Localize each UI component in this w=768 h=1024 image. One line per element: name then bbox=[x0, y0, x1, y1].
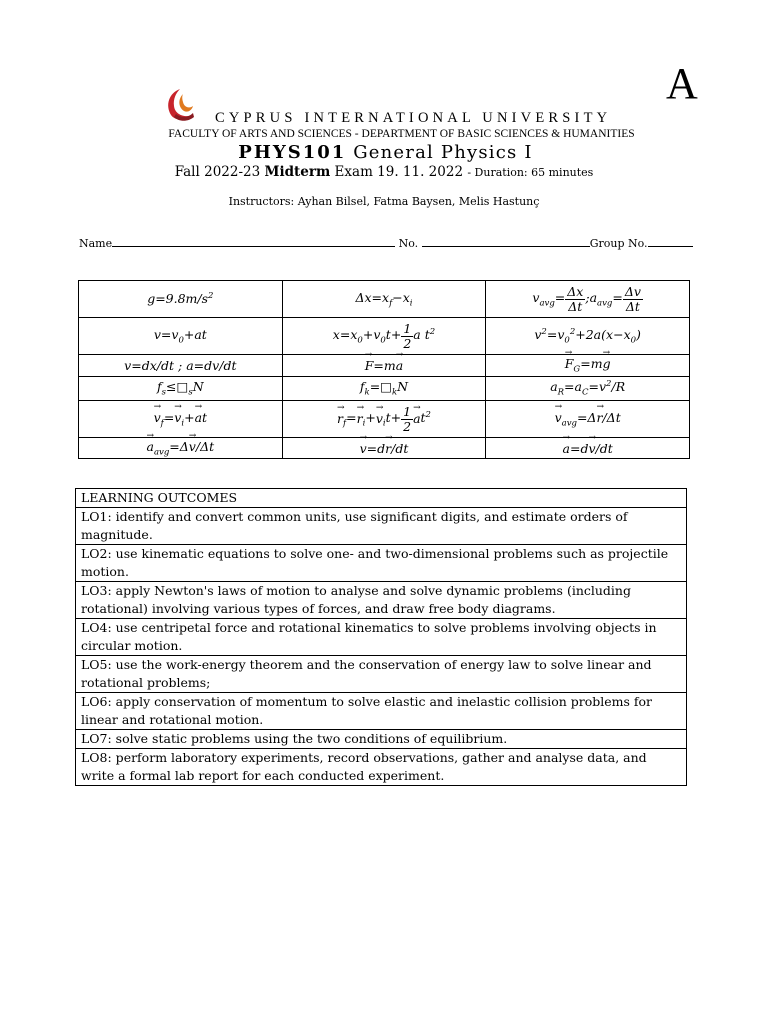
learning-outcome-item: LO3: apply Newton's laws of motion to analyse and solve dynamic problems (including rotational) involving various types of forces, and draw free body diagrams. bbox=[76, 582, 687, 619]
formula-newton-second-law: → F=m→ a bbox=[282, 355, 486, 377]
formula-velocity-time: $v=v_0+at$ bbox=[79, 318, 283, 355]
name-field[interactable] bbox=[112, 238, 395, 247]
course-name: General Physics I bbox=[353, 142, 533, 163]
learning-outcome-item: LO6: apply conservation of momentum to solve elastic and inelastic collision problems for linear and rotational motion. bbox=[76, 693, 687, 730]
formula-kinetic-friction: $f_k=□_kN$ bbox=[282, 377, 486, 401]
exam-duration: - Duration: 65 minutes bbox=[467, 166, 594, 179]
formula-vector-average-acceleration: → $a_{avg}=\Delta\to v/\Delta t$ bbox=[79, 438, 283, 459]
learning-outcome-item: LO1: identify and convert common units, use significant digits, and estimate orders of magnitude. bbox=[76, 508, 687, 545]
group-label: Group No. bbox=[589, 237, 648, 250]
exam-term: Fall 2022-23 bbox=[174, 164, 261, 180]
formula-vector-acceleration-derivative: → a=d→ v/dt bbox=[486, 438, 690, 459]
learning-outcome-item: LO5: use the work-energy theorem and the conservation of energy law to solve linear and rotational problems; bbox=[76, 656, 687, 693]
exam-date: Exam 19. 11. 2022 bbox=[334, 164, 464, 180]
learning-outcome-item: LO4: use centripetal force and rotational kinematics to solve problems involving objects in circular motion. bbox=[76, 619, 687, 656]
formula-sheet bbox=[78, 280, 690, 459]
university-logo-icon bbox=[163, 87, 197, 123]
formula-vector-position: → $r_f=\to r_i+\to v_it+$ $\frac{1}{2}$ → $at^2$ bbox=[282, 401, 486, 438]
course-code: PHYS101 bbox=[238, 142, 347, 163]
formula-weight: → $F_G=m\to g$ bbox=[486, 355, 690, 377]
learning-outcome-item: LO2: use kinematic equations to solve one- and two-dimensional problems such as projectile motion. bbox=[76, 545, 687, 582]
formula-vector-velocity: → $v_f=\to v_i+\to$ at bbox=[79, 401, 283, 438]
group-field[interactable] bbox=[648, 238, 693, 247]
formula-vector-average-velocity: → $v_{avg}=\Delta\to r/\Delta t$ bbox=[486, 401, 690, 438]
exam-kind: Midterm bbox=[264, 164, 331, 180]
no-label: No. bbox=[398, 237, 419, 250]
formula-displacement: $\Delta x=x_f-x_i$ bbox=[282, 281, 486, 318]
exam-version-letter: A bbox=[666, 59, 698, 108]
instructors: Instructors: Ayhan Bilsel, Fatma Baysen, Melis Hastunç bbox=[228, 195, 540, 208]
formula-vector-velocity-derivative: → v=d→ r/dt bbox=[282, 438, 486, 459]
university-name: CYPRUS INTERNATIONAL UNIVERSITY bbox=[215, 110, 612, 126]
learning-outcomes-table bbox=[75, 488, 687, 786]
formula-derivatives: v=dx/dt ; a=dv/dt bbox=[79, 355, 283, 377]
formula-velocity-squared: $v^2=v_0^2+2a(x-x_0)$ bbox=[486, 318, 690, 355]
formula-average-velocity-acceleration: $v_{avg}=$ $\frac{\Delta x}{\Delta t}$ $;a_{avg}=$ $\frac{\Delta v}{\Delta t}$ bbox=[486, 281, 690, 318]
formula-static-friction: $f_s\le□_sN$ bbox=[79, 377, 283, 401]
faculty-line: FACULTY OF ARTS AND SCIENCES - DEPARTMENT OF BASIC SCIENCES & HUMANITIES bbox=[168, 128, 635, 140]
exam-info bbox=[0, 164, 768, 180]
learning-outcome-item: LO8: perform laboratory experiments, record observations, gather and analyse data, and write a formal lab report for each conducted experiment. bbox=[76, 749, 687, 786]
formula-gravity: $g=9.8m/s^2$ bbox=[79, 281, 283, 318]
formula-position-time: $x=x_0+v_0t+$ $\frac{1}{2}$ a $t^2$ bbox=[282, 318, 486, 355]
student-info-row bbox=[79, 237, 693, 250]
learning-outcomes-title: LEARNING OUTCOMES bbox=[76, 489, 687, 508]
learning-outcome-item: LO7: solve static problems using the two conditions of equilibrium. bbox=[76, 730, 687, 749]
course-title bbox=[0, 142, 768, 163]
number-field[interactable] bbox=[422, 238, 590, 247]
name-label: Name bbox=[79, 237, 113, 250]
formula-centripetal-acceleration: $a_R=a_C=v^2/R$ bbox=[486, 377, 690, 401]
